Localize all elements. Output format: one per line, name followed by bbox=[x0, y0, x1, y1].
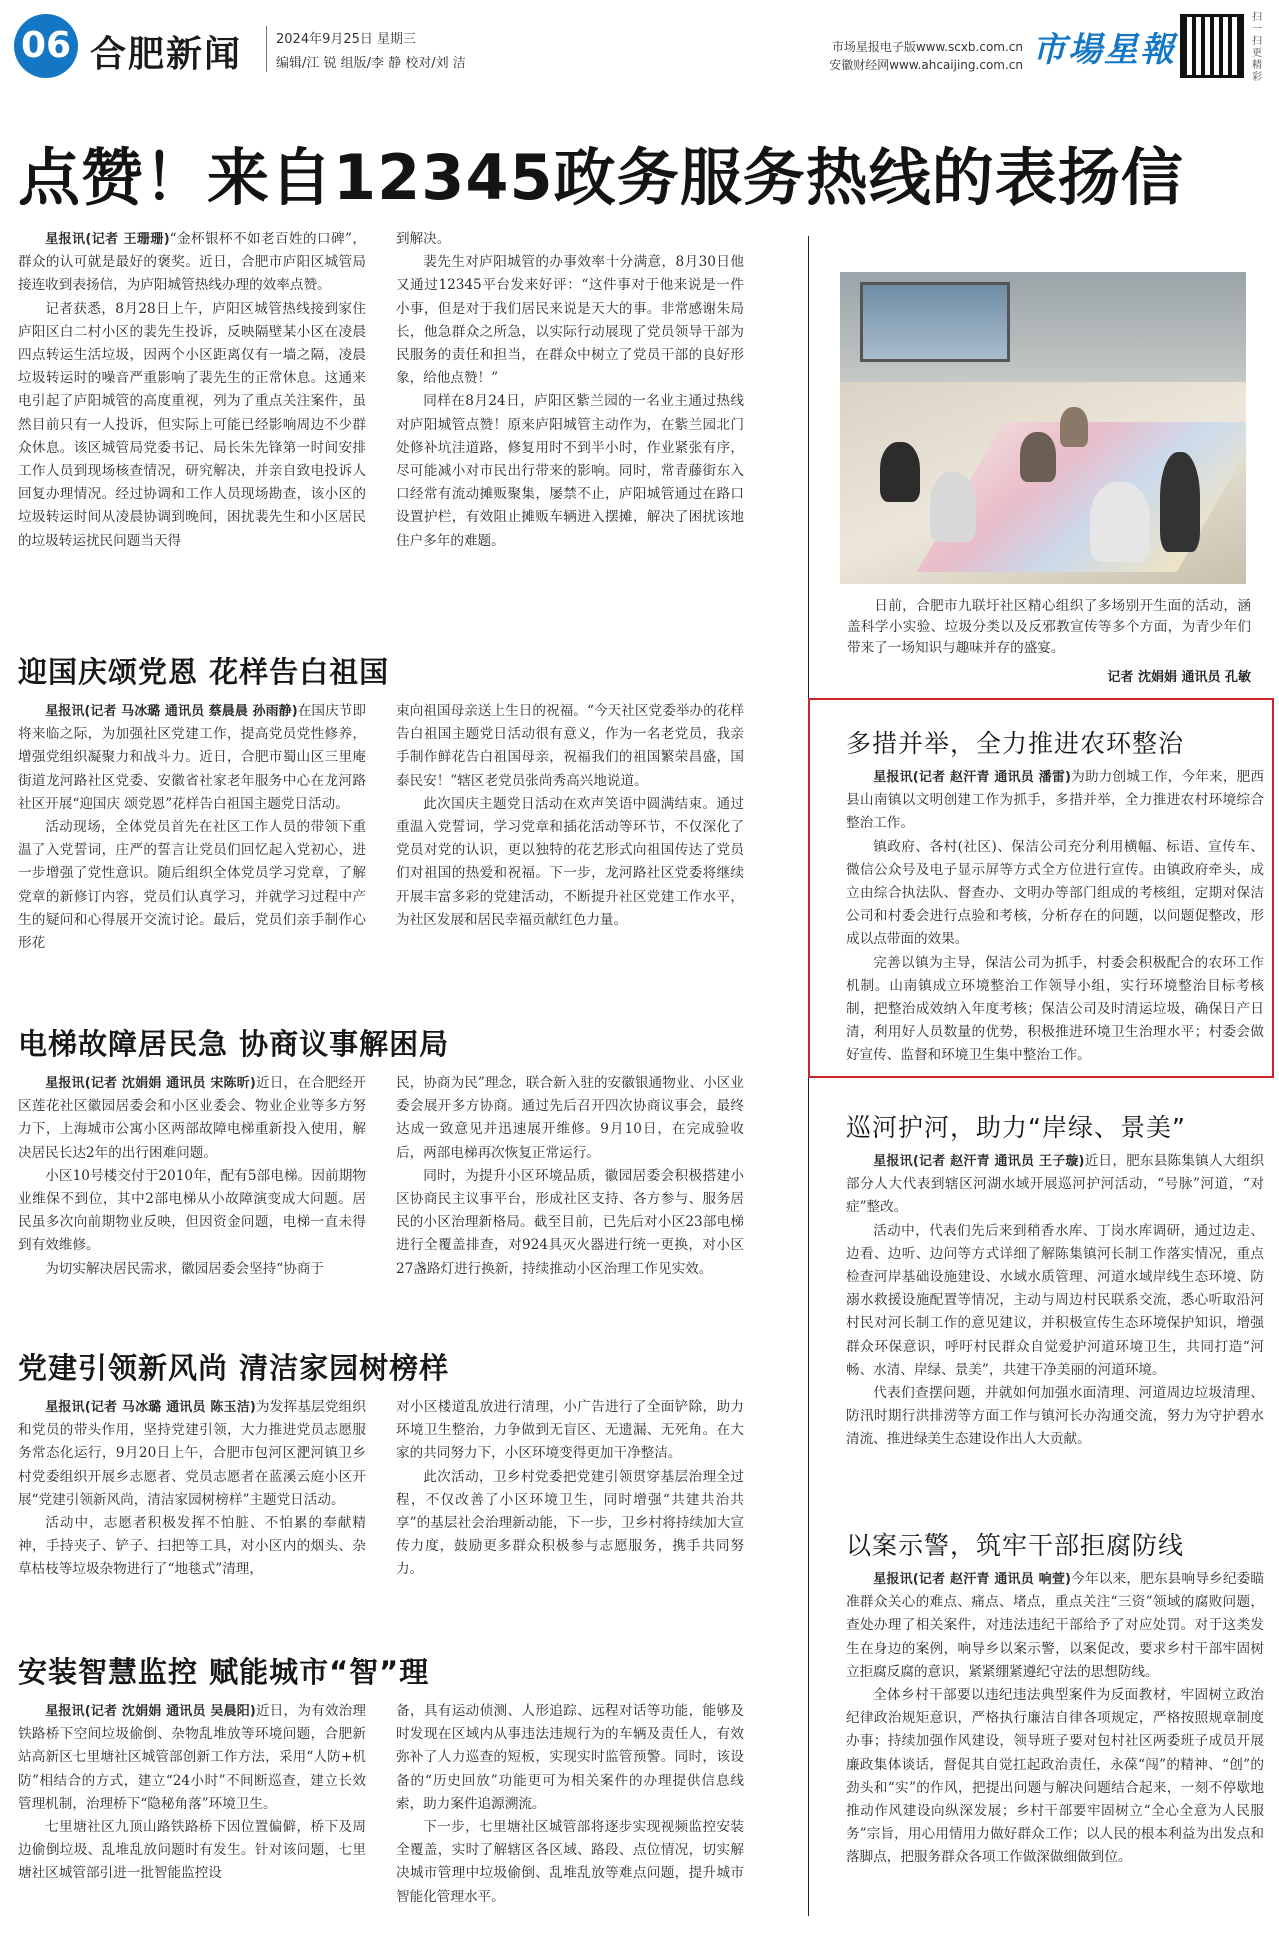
paragraph bbox=[18, 1700, 366, 1816]
article-headline: 安装智慧监控 赋能城市“智”理 bbox=[18, 1655, 430, 1689]
paragraph-text: 为发挥基层党组织和党员的带头作用，坚持党建引领，大力推进党员志愿服务常态化运行，9月20日上午，合肥市包河区淝河镇卫乡村党委组织开展乡志愿者、党员志愿者在蓝溪云庭小区开展“党建引领新风尚，清洁家园树榜样”主题党日活动。 bbox=[18, 1399, 367, 1508]
section-name: 合肥新闻 bbox=[90, 34, 243, 75]
main-article-col-2 bbox=[396, 228, 744, 553]
paragraph bbox=[18, 1072, 366, 1165]
article-headline: 迎国庆颂党恩 花样告白祖国 bbox=[18, 655, 390, 689]
paragraph-text: 记者获悉，8月28日上午，庐阳区城管热线接到家住庐阳区白二村小区的裴先生投诉，反映隔壁某小区在凌晨四点转运生活垃圾，因两个小区距离仅有一墙之隔，凌晨垃圾转运时的噪音严重影响了裴先生的正常休息。这通来电引起了庐阳城管的高度重视，列为了重点关注案件，虽然目前只有一人投诉，但实际上可能已经影响周边不少群众休息。该区城管局党委书记、局长朱先锋第一时间安排工作人员到现场核查情况，研究解决，并亲自致电投诉人回复办理情况。经过协调和工作人员现场勘查，该小区的垃圾转运时间从凌晨协调到晚间，困扰裴先生和小区居民的垃圾转运扰民问题当天得 bbox=[18, 300, 366, 549]
paragraph bbox=[846, 836, 1264, 952]
paragraph bbox=[846, 1150, 1264, 1220]
paragraph bbox=[846, 1382, 1264, 1452]
photo-caption: 日前，合肥市九联圩社区精心组织了多场别开生面的活动，涵盖科学小实验、垃圾分类以及反邪教宣传等多个方面，为青少年们带来了一场知识与趣味并存的盛宴。 bbox=[847, 598, 1251, 656]
article3-col-2 bbox=[396, 1072, 744, 1281]
paragraph bbox=[18, 228, 366, 298]
paragraph-text: 裴先生对庐阳城管的办事效率十分满意，8月30日他又通过12345平台发来好评：“这件事对于他来说是一件小事，但是对于我们居民来说是天大的事。非常感谢朱局长，他急群众之所急，以实际行动展现了党员领导干部为民服务的责任和担当，在群众中树立了党员干部的良好形象，给他点赞！” bbox=[396, 254, 744, 387]
paragraph bbox=[396, 700, 744, 793]
paragraph-text: 七里塘社区九顶山路铁路桥下因位置偏僻，桥下及周边偷倒垃圾、乱堆乱放问题时有发生。针对该问题，七里塘社区城管部引进一批智能监控设 bbox=[18, 1819, 366, 1882]
right-article-1-body bbox=[846, 766, 1264, 1068]
article2-col-1 bbox=[18, 700, 366, 955]
paragraph bbox=[846, 1684, 1264, 1870]
byline: 星报讯(记者 马冰璐 通讯员 蔡晨晨 孙雨静) bbox=[45, 704, 298, 719]
paragraph-text: 镇政府、各村(社区)、保洁公司充分利用横幅、标语、宣传车、微信公众号及电子显示屏等方式全方位进行宣传。由镇政府牵头，成立由综合执法队、督查办、文明办等部门组成的考核组，定期对保洁公司和村委会进行点验和考核，分析存在的问题，以问题促整改，形成以点带面的效果。 bbox=[846, 838, 1264, 948]
page-number-badge: 06 bbox=[14, 14, 78, 78]
paragraph-text: 对小区楼道乱放进行清理，小广告进行了全面铲除，助力环境卫生整治，力争做到无盲区、无遗漏、无死角。在大家的共同努力下，小区环境变得更加干净整洁。 bbox=[396, 1399, 744, 1462]
article4-col-2 bbox=[396, 1396, 744, 1582]
paragraph bbox=[396, 251, 744, 390]
paragraph bbox=[18, 700, 366, 816]
byline: 星报讯(记者 赵汗青 通讯员 响萱) bbox=[873, 1572, 1071, 1587]
issue-date: 2024年9月25日 星期三 bbox=[276, 32, 417, 47]
paragraph bbox=[846, 1220, 1264, 1382]
paragraph-text: 到解决。 bbox=[396, 231, 451, 247]
paragraph-text: 为切实解决居民需求，徽园居委会坚持“协商于 bbox=[45, 1260, 325, 1277]
byline: 星报讯(记者 沈娟娟 通讯员 吴晨阳) bbox=[45, 1704, 256, 1719]
paragraph bbox=[846, 952, 1264, 1068]
paragraph-text: 束向祖国母亲送上生日的祝福。“今天社区党委举办的花样告白祖国主题党日活动很有意义，作为一名老党员，我亲手制作鲜花告白祖国母亲，祝福我们的祖国繁荣昌盛，国泰民安！”辖区老党员张尚秀高兴地说道。 bbox=[396, 703, 744, 789]
paragraph bbox=[396, 1466, 744, 1582]
article-headline: 党建引领新风尚 清洁家园树榜样 bbox=[18, 1351, 450, 1385]
newspaper-logo: 市場星報 bbox=[1032, 30, 1176, 70]
paragraph-text: 活动中，志愿者积极发挥不怕脏、不怕累的奉献精神，手持夹子、铲子、扫把等工具，对小区内的烟头、杂草枯枝等垃圾杂物进行了“地毯式”清理， bbox=[18, 1515, 366, 1578]
paragraph-text: 全体乡村干部要以违纪违法典型案件为反面教材，牢固树立政治纪律政治规矩意识，严格执行廉洁自律各项规定，严格按照规章制度办事；持续加强作风建设，领导班子要对包村社区两委班子成员开展廉政集体谈话，督促其自觉扛起政治责任，永葆“闯”的精神、“创”的劲头和“实”的作风，把提出问题与解决问题结合起来，一刻不停歇地推动作风建设向纵深发展；乡村干部要牢固树立“全心全意为人民服务”宗旨，用心用情用力做好群众工作；以人民的根本利益为出发点和落脚点，把服务群众各项工作做深做细做到位。 bbox=[846, 1687, 1264, 1866]
paragraph-text: 此次活动，卫乡村党委把党建引领贯穿基层治理全过程，不仅改善了小区环境卫生，同时增强“共建共治共享”的基层社会治理新动能，下一步，卫乡村将持续加大宣传力度，鼓励更多群众积极参与志愿服务，携手共同努力。 bbox=[396, 1468, 744, 1578]
article5-col-2 bbox=[396, 1700, 744, 1909]
paragraph bbox=[18, 1396, 366, 1512]
paragraph-text: 同时，为提升小区环境品质，徽园居委会积极搭建小区协商民主议事平台，形成社区支持、各方参与、服务居民的小区治理新格局。截至目前，已先后对小区23部电梯进行全覆盖排查，对924具灭火器进行统一更换，对小区27盏路灯进行换新，持续推动小区治理工作见实效。 bbox=[396, 1167, 744, 1277]
paragraph-text: 在国庆节即将来临之际，为加强社区党建工作，提高党员党性修养，增强党组织凝聚力和战斗力。近日，合肥市蜀山区三里庵街道龙河路社区党委、安徽省社家老年服务中心在龙河路社区开展“迎国庆 颂党恩”花样告白祖国主题党日活动。 bbox=[18, 703, 366, 812]
paragraph-text: “金杯银杯不如老百姓的口碑”，群众的认可就是最好的褒奖。近日，合肥市庐阳区城管局接连收到表扬信，为庐阳城管热线办理的效率点赞。 bbox=[18, 231, 366, 294]
website-link-2[interactable]: 安徽财经网www.ahcaijing.com.cn bbox=[829, 58, 1023, 72]
article-headline: 电梯故障居民急 协商议事解困局 bbox=[18, 1027, 450, 1061]
article5-col-1 bbox=[18, 1700, 366, 1886]
byline: 星报讯(记者 赵汗青 通讯员 王子璇) bbox=[873, 1154, 1085, 1169]
paragraph bbox=[18, 1816, 366, 1886]
paragraph-text: 民，协商为民”理念，联合新入驻的安徽银通物业、小区业委会展开多方协商。通过先后召开四次协商议事会，最终达成一致意见并迅速展开维修。9月10日，在完成验收后，两部电梯再次恢复正常运行。 bbox=[396, 1075, 744, 1161]
article-headline: 多措并举，全力推进农环整治 bbox=[846, 729, 1185, 758]
paragraph-text: 下一步，七里塘社区城管部将逐步实现视频监控安装全覆盖，实时了解辖区各区域、路段、点位情况，切实解决城市管理中垃圾偷倒、乱堆乱放等难点问题，提升城市智能化管理水平。 bbox=[396, 1819, 744, 1905]
qr-note: 扫一扫 更精彩 bbox=[1252, 12, 1262, 83]
paragraph-text: 为助力创城工作，今年来，肥西县山南镇以文明创建工作为抓手，多措并举，全力推进农村环境综合整治工作。 bbox=[846, 769, 1265, 832]
paragraph bbox=[396, 1816, 744, 1909]
paragraph-text: 今年以来，肥东县响导乡纪委瞄准群众关心的难点、痛点、堵点，重点关注“三资”领域的腐败问题，查处办理了相关案件，对违法违纪干部给予了对应处罚。对于这类发生在身边的案例，响导乡以案示警，以案促改，要求乡村干部牢固树立拒腐反腐的意识，紧紧绷紧遵纪守法的思想防线。 bbox=[846, 1571, 1265, 1680]
paragraph bbox=[396, 1700, 744, 1816]
paragraph-text: 小区10号楼交付于2010年，配有5部电梯。因前期物业维保不到位，其中2部电梯从小故障演变成大问题。居民虽多次向前期物业反映，但因资金问题，电梯一直未得到有效维修。 bbox=[18, 1167, 366, 1254]
paragraph bbox=[846, 766, 1264, 836]
paragraph bbox=[18, 816, 366, 955]
paragraph-text: 此次国庆主题党日活动在欢声笑语中圆满结束。通过重温入党誓词，学习党章和插花活动等环节，不仅深化了党员对党的认识，更以独特的花艺形式向祖国传达了党员们对祖国的热爱和祝福。下一步，龙河路社区党委将继续开展丰富多彩的党建活动，不断提升社区党建工作水平，为社区发展和居民幸福贡献红色力量。 bbox=[396, 795, 744, 928]
article3-col-1 bbox=[18, 1072, 366, 1281]
paragraph-text: 近日，为有效治理铁路桥下空间垃圾偷倒、杂物乱堆放等环境问题，合肥新站高新区七里塘社区城管部创新工作方法，采用“人防+机防”相结合的方式，建立“24小时”不间断巡查，建立长效管理机制，治理桥下“隐秘角落”环境卫生。 bbox=[18, 1703, 367, 1812]
main-headline: 点赞！来自12345政务服务热线的表扬信 bbox=[18, 141, 1184, 214]
paragraph bbox=[396, 228, 744, 251]
article4-col-1 bbox=[18, 1396, 366, 1582]
paragraph bbox=[18, 1165, 366, 1258]
paragraph bbox=[18, 298, 366, 553]
paragraph-text: 活动现场，全体党员首先在社区工作人员的带领下重温了入党誓词，庄严的誓言让党员们回忆起入党初心，进一步增强了党性意识。随后组织全体党员学习党章，了解党章的新修订内容，党员们认真学习，并就学习过程中产生的疑问和心得展开交流讨论。最后，党员们亲手制作心形花 bbox=[18, 819, 366, 952]
paragraph-text: 代表们查摆问题，并就如何加强水面清理、河道周边垃圾清理、防汛时期行洪排涝等方面工作与镇河长办沟通交流，努力为守护碧水清流、推进绿美生态建设作出人大贡献。 bbox=[846, 1385, 1264, 1448]
article2-col-2 bbox=[396, 700, 744, 932]
byline: 星报讯(记者 赵汗青 通讯员 潘雷) bbox=[873, 770, 1071, 785]
photo-credit: 记者 沈娟娟 通讯员 孔敏 bbox=[1107, 670, 1251, 685]
website-link-1[interactable]: 市场星报电子版www.scxb.com.cn bbox=[831, 40, 1023, 54]
right-article-3-body bbox=[846, 1568, 1264, 1870]
right-article-2-body bbox=[846, 1150, 1264, 1452]
paragraph-text: 活动中，代表们先后来到稍香水库、丁岗水库调研，通过边走、边看、边听、边问等方式详细了解陈集镇河长制工作落实情况，重点检查河岸基础设施建设、水域水质管理、河道水域岸线生态环境、防溺水救援设施配置等情况，主动与周边村民联系交流，悉心听取沿河村民对河长制工作的意见建议，并积极宣传生态环境保护知识，增强群众环保意识，呼吁村民群众自觉爱护河道环境卫生，共同打造“河畅、水清、岸绿、景美”，共建干净美丽的河道环境。 bbox=[846, 1222, 1264, 1378]
paragraph bbox=[18, 1512, 366, 1582]
paragraph-text: 同样在8月24日，庐阳区紫兰园的一名业主通过热线对庐阳城管点赞！原来庐阳城管主动作为，在紫兰园北门处修补坑洼道路，修复用时不到半小时，作业紧张有序，尽可能减小对市民出行带来的影响。同时，常青藤街东入口经常有流动摊贩聚集，屡禁不止，庐阳城管通过在路口设置护栏，有效阻止摊贩车辆进入摆摊，解决了困扰该地住户多年的难题。 bbox=[396, 393, 744, 549]
article-headline: 以案示警，筑牢干部拒腐防线 bbox=[846, 1531, 1185, 1560]
paragraph-text: 完善以镇为主导，保洁公司为抓手，村委会积极配合的农环工作机制。山南镇成立环境整治工作领导小组，实行环境整治目标考核制，把整治成效纳入年度考核；保洁公司及时清运垃圾，确保日产日清，利用好人员数量的优势，积极推进环境卫生治理水平；村委会做好宣传、监督和环境卫生集中整治工作。 bbox=[846, 954, 1264, 1064]
byline: 星报讯(记者 马冰璐 通讯员 陈玉洁) bbox=[45, 1400, 256, 1415]
masthead bbox=[12, 10, 1267, 82]
main-article-col-1 bbox=[18, 228, 366, 553]
paragraph bbox=[846, 1568, 1264, 1684]
masthead-divider bbox=[266, 26, 267, 72]
qr-code-icon[interactable] bbox=[1180, 14, 1244, 78]
paragraph-text: 近日，肥东县陈集镇人大组织部分人大代表到辖区河湖水域开展巡河护河活动，“号脉”河道，“对症”整改。 bbox=[846, 1153, 1264, 1216]
byline: 星报讯(记者 王珊珊) bbox=[45, 232, 170, 247]
editor-credits: 编辑/江 锐 组版/李 静 校对/刘 洁 bbox=[276, 56, 466, 71]
paragraph bbox=[396, 1396, 744, 1466]
paragraph bbox=[396, 1072, 744, 1165]
paragraph bbox=[18, 1258, 366, 1281]
paragraph bbox=[396, 793, 744, 932]
paragraph bbox=[396, 1165, 744, 1281]
byline: 星报讯(记者 沈娟娟 通讯员 宋陈昕) bbox=[45, 1076, 256, 1091]
paragraph-text: 近日，在合肥经开区莲花社区徽园居委会和小区业委会、物业企业等多方努力下，上海城市公寓小区两部故障电梯重新投入使用，解决居民长达2年的出行困难问题。 bbox=[18, 1075, 367, 1161]
news-photo bbox=[840, 272, 1246, 584]
article-headline: 巡河护河，助力“岸绿、景美” bbox=[846, 1113, 1186, 1142]
paragraph bbox=[396, 390, 744, 552]
paragraph-text: 备，具有运动侦测、人形追踪、远程对话等功能，能够及时发现在区域内从事违法违规行为的车辆及责任人，有效弥补了人力巡查的短板，实现实时监管预警。同时，该设备的“历史回放”功能更可为相关案件的办理提供信息线索，助力案件追源溯流。 bbox=[396, 1703, 744, 1812]
